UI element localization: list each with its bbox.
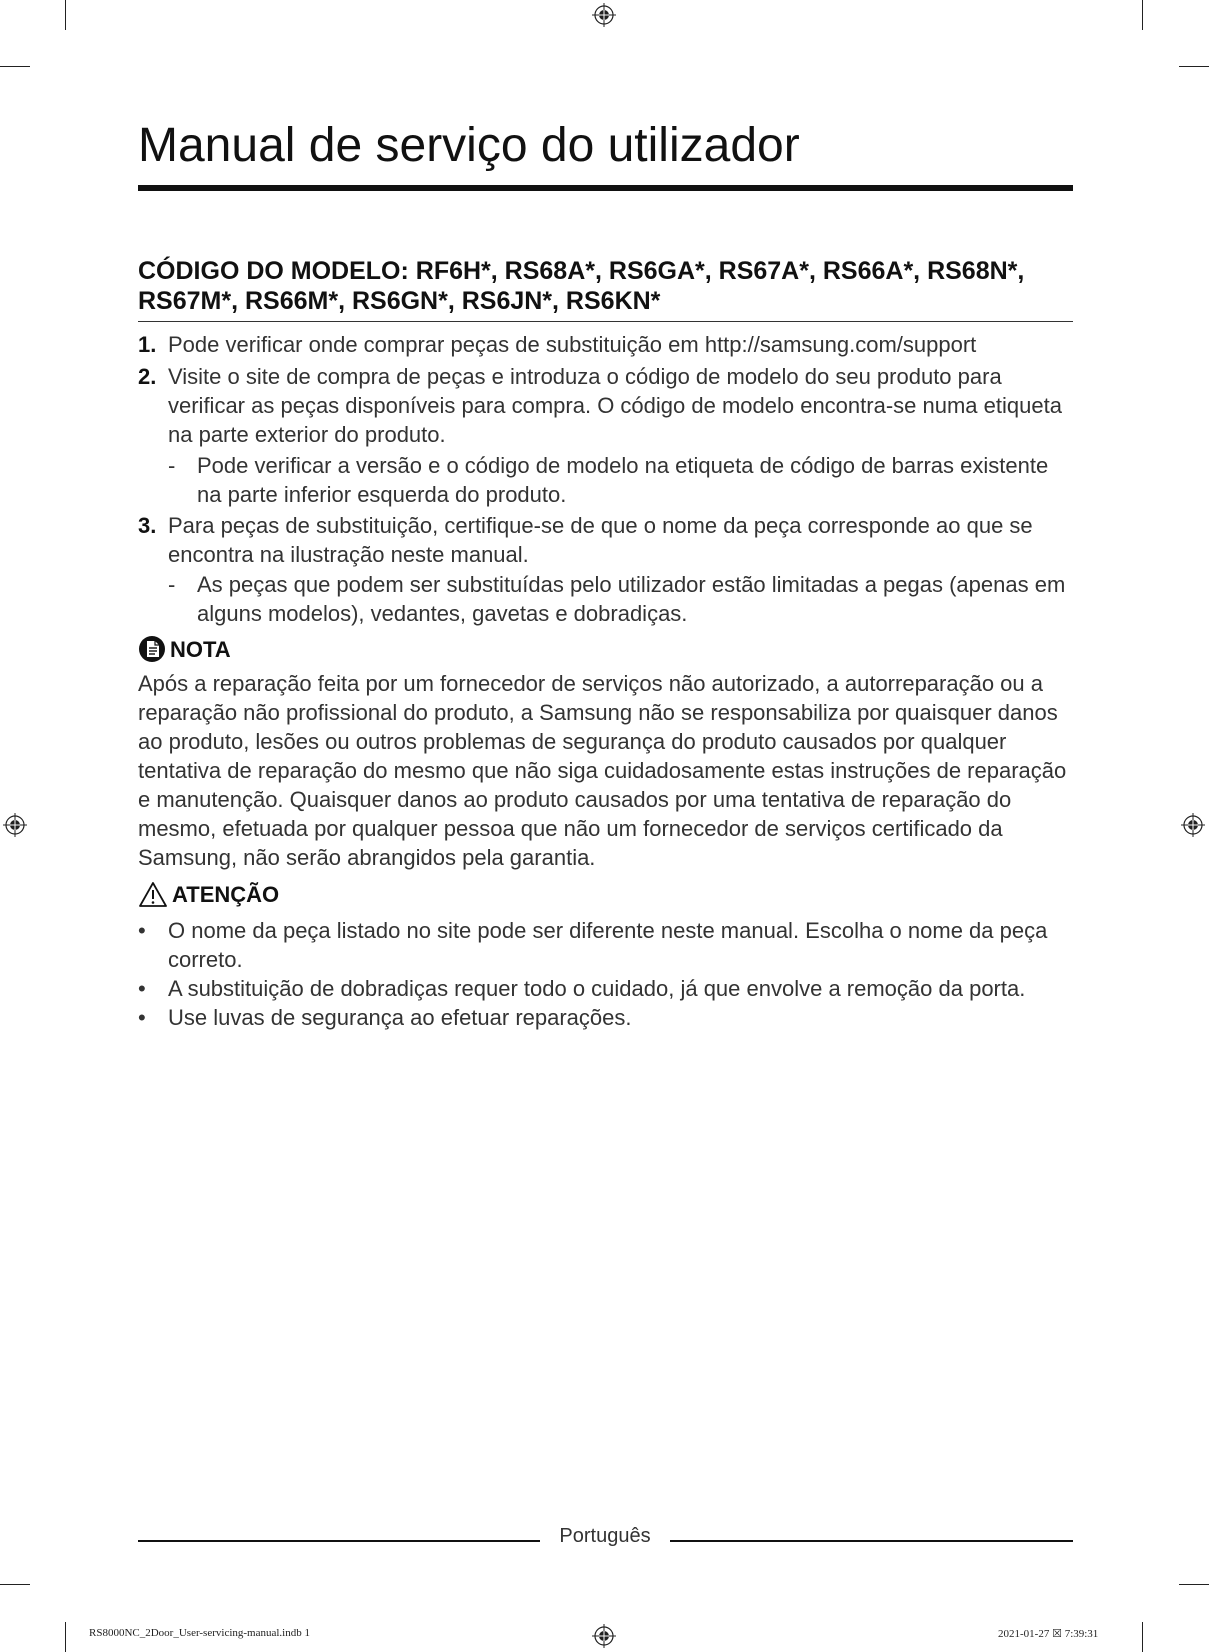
note-label-text: NOTA xyxy=(170,637,231,662)
step-number: 1. xyxy=(138,332,157,357)
step-item xyxy=(138,330,1073,359)
step-text: Para peças de substituição, certifique-se de que o nome da peça corresponde ao que se encontra na ilustração neste manual. xyxy=(168,513,1033,567)
step-text: Pode verificar onde comprar peças de substituição em http://samsung.com/support xyxy=(168,332,977,357)
step-subitem xyxy=(168,570,1073,628)
note-paragraph: Após a reparação feita por um fornecedor de serviços não autorizado, a autorreparação ou a reparação não profissional do produto, a Samsung não se responsabiliza por quaisquer danos ao produto, lesões ou outros problemas de segurança do produto causados por qualquer tentativa de reparação do mesmo que não siga cuidadosamente estas instruções de reparação e manutenção. Quaisquer danos ao produto causados por uma tentativa de reparação do mesmo, efetuada por qualquer pessoa que não um fornecedor de serviços certificado da Samsung, não serão abrangidos pela garantia. xyxy=(138,671,1067,870)
crop-mark xyxy=(65,0,66,30)
caution-item xyxy=(138,916,1078,974)
step-subitem xyxy=(168,451,1073,509)
registration-mark-icon xyxy=(592,1624,616,1648)
print-timestamp: 2021-01-27 ☒ 7:39:31 xyxy=(998,1628,1099,1640)
caution-item-text: A substituição de dobradiças requer todo o cuidado, já que envolve a remoção da porta. xyxy=(168,976,1026,1001)
note-label xyxy=(138,635,231,665)
warning-triangle-icon xyxy=(138,881,168,908)
crop-mark xyxy=(1179,66,1209,67)
step-item xyxy=(138,511,1073,569)
model-code-heading: CÓDIGO DO MODELO: RF6H*, RS68A*, RS6GA*, RS67A*, RS66A*, RS68N*, RS67M*, RS66M*, RS6GN*, RS6JN*, RS6KN* xyxy=(138,257,1025,315)
footer-rule-right xyxy=(670,1540,1073,1542)
crop-mark xyxy=(65,1622,66,1652)
subitem-text: Pode verificar a versão e o código de modelo na etiqueta de código de barras existente na parte inferior esquerda do produto. xyxy=(197,453,1049,507)
title-rule xyxy=(138,185,1073,191)
print-file-info: RS8000NC_2Door_User-servicing-manual.indb 1 xyxy=(89,1627,310,1639)
bullet-marker: • xyxy=(138,976,146,1001)
dash-marker: - xyxy=(168,572,176,597)
registration-mark-icon xyxy=(592,3,616,27)
page-title: Manual de serviço do utilizador xyxy=(138,119,800,172)
caution-label xyxy=(138,880,279,910)
registration-mark-icon xyxy=(1181,813,1205,837)
bullet-marker: • xyxy=(138,1005,146,1030)
crop-mark xyxy=(1179,1584,1209,1585)
crop-mark xyxy=(0,1584,30,1585)
subitem-text: As peças que podem ser substituídas pelo utilizador estão limitadas a pegas (apenas em alguns modelos), vedantes, gavetas e dobradiças. xyxy=(197,572,1066,626)
caution-item xyxy=(138,1003,1078,1032)
caution-item-text: O nome da peça listado no site pode ser diferente neste manual. Escolha o nome da peça correto. xyxy=(168,918,1048,972)
step-text: Visite o site de compra de peças e introduza o código de modelo do seu produto para verificar as peças disponíveis para compra. O código de modelo encontra-se numa etiqueta na parte exterior do produto. xyxy=(168,364,1062,447)
step-number: 2. xyxy=(138,364,157,389)
caution-label-text: ATENÇÃO xyxy=(172,882,280,907)
step-item xyxy=(138,362,1073,449)
bullet-marker: • xyxy=(138,918,146,943)
footer-language: Português xyxy=(559,1525,651,1547)
note-icon xyxy=(138,635,166,663)
heading-rule xyxy=(138,321,1073,322)
dash-marker: - xyxy=(168,453,176,478)
crop-mark xyxy=(0,66,30,67)
caution-item-text: Use luvas de segurança ao efetuar reparações. xyxy=(168,1005,632,1030)
crop-mark xyxy=(1142,1622,1143,1652)
registration-mark-icon xyxy=(3,813,27,837)
crop-mark xyxy=(1142,0,1143,30)
footer-rule-left xyxy=(138,1540,540,1542)
caution-item xyxy=(138,974,1078,1003)
step-number: 3. xyxy=(138,513,157,538)
